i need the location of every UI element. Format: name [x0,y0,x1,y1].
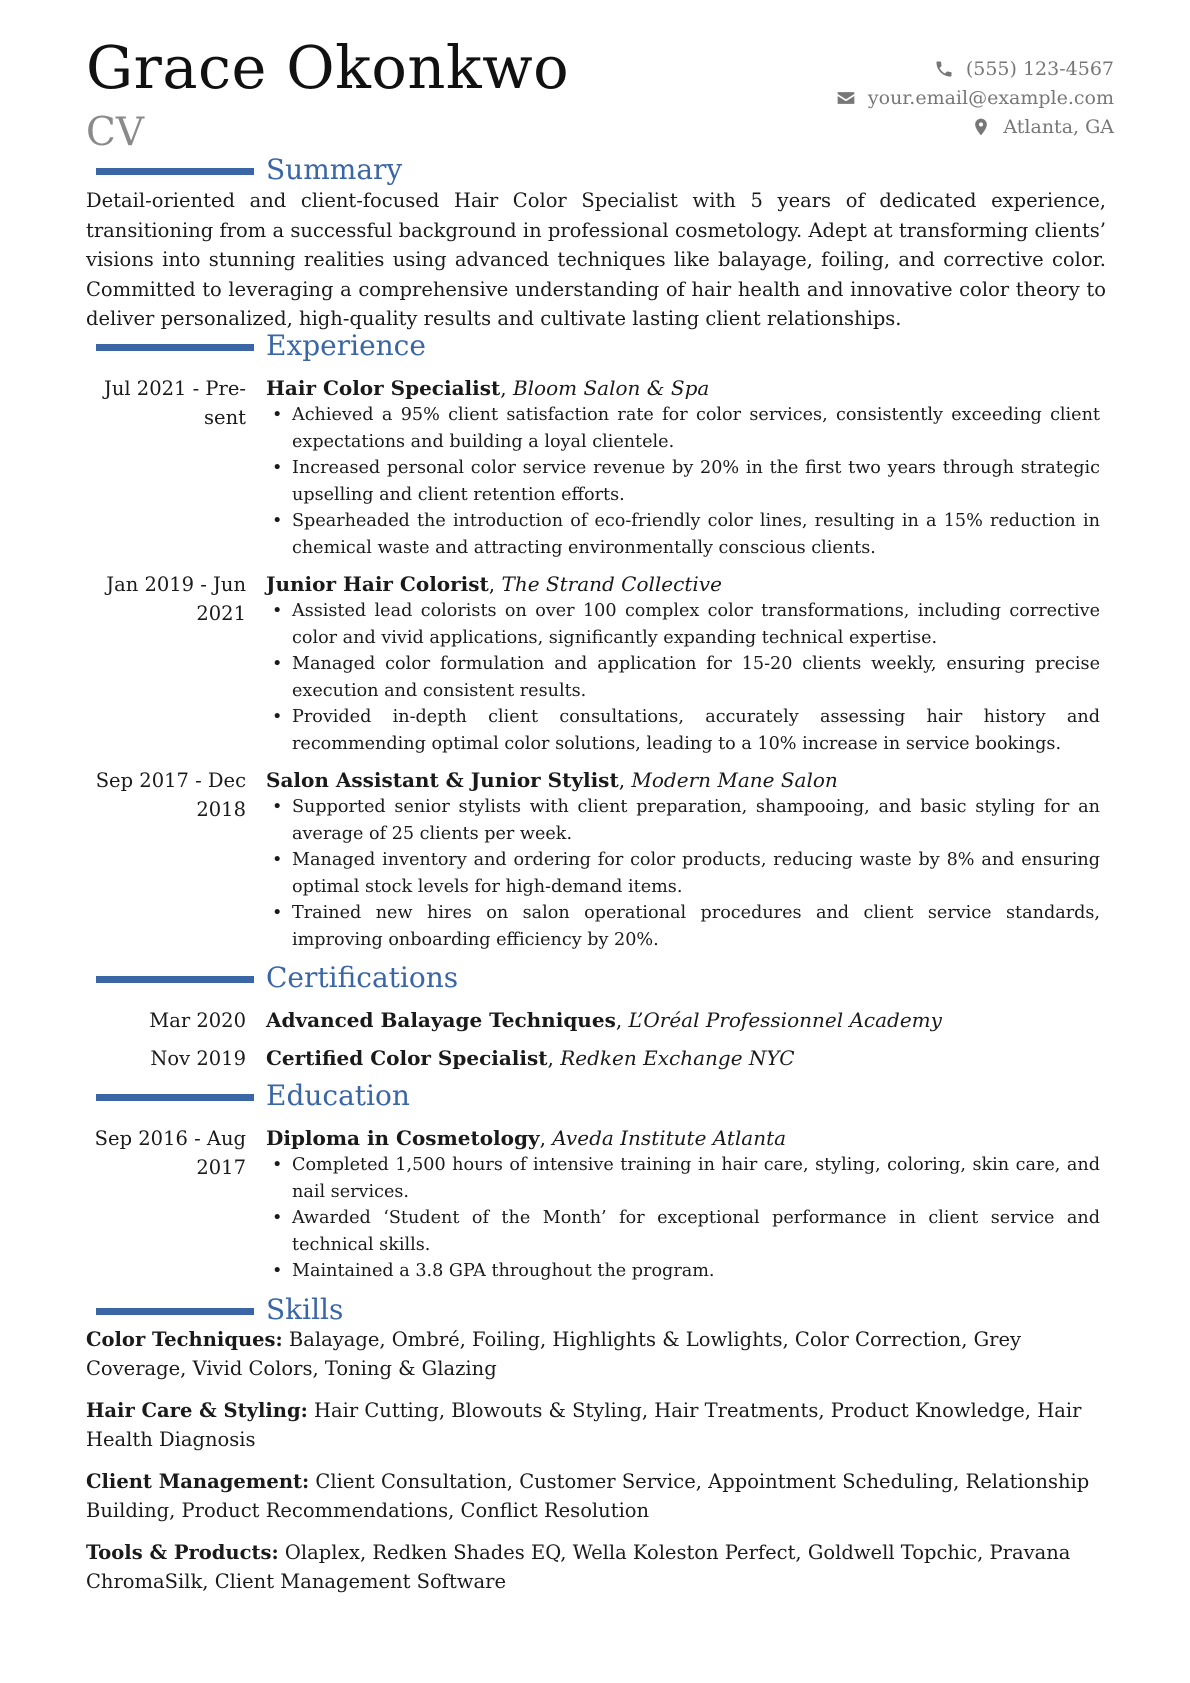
header [0,0,1190,160]
entry-title: Junior Hair Colorist, The Strand Collective [266,572,722,596]
skill-group [86,1326,1106,1383]
entry-date-line: 2021 [196,602,246,625]
certification-name: Certified Color Specialist [266,1046,548,1070]
entry-bullets [270,598,1100,757]
skill-group-label: Client Management: [86,1470,310,1493]
section-rule [96,344,254,351]
skill-group [86,1468,1106,1525]
section-title-education: Education [266,1079,410,1112]
section-rule [96,976,254,983]
bullet-item: • Assisted lead colorists on over 100 complex color transformations, including corrective color and vivid applications, significantly expanding technical expertise. [270,598,1100,651]
section-title-certifications: Certifications [266,961,459,994]
entry-title: Certified Color Specialist, Redken Exchange NYC [266,1046,795,1070]
section-rule [96,1308,254,1315]
contact-location [836,112,1114,141]
skill-group-text: Olaplex, Redken Shades EQ, Wella Koleston Perfect, Goldwell Topchic, Pravana ChromaSilk, Client Management Software [86,1541,1071,1593]
experience-section-header [0,328,1190,368]
bullet-item: • Managed inventory and ordering for color products, reducing waste by 8% and ensuring optimal stock levels for high-demand items. [270,847,1100,900]
entry-date: Mar 2020 [149,1009,246,1032]
entry-org: Modern Mane Salon [631,768,838,792]
education-org: Aveda Institute Atlanta [552,1126,787,1150]
skill-group-text: Balayage, Ombré, Foiling, Highlights & Lowlights, Color Correction, Grey Coverage, Vivid Colors, Toning & Glazing [86,1328,1022,1380]
bullet-item: • Spearheaded the introduction of eco-friendly color lines, resulting in a 15% reduction in chemical waste and attracting environmentally conscious clients. [270,508,1100,561]
entry-org: Bloom Salon & Spa [512,376,710,400]
skill-group-label: Tools & Products: [86,1541,279,1564]
candidate-name: Grace Okonkwo [86,33,570,102]
location-text: Atlanta, GA [1003,115,1114,138]
entry-date-line: Jan 2019 - Jun [106,573,246,596]
entry-title: Salon Assistant & Junior Stylist, Modern Mane Salon [266,768,838,792]
section-rule [96,1094,254,1101]
contact-email [836,83,1114,112]
certification-org: Redken Exchange NYC [560,1046,795,1070]
entry-org: The Strand Collective [501,572,722,596]
entry-date-line: sent [204,406,246,429]
section-title-experience: Experience [266,329,426,362]
certifications-section-header [0,960,1190,1000]
email-text[interactable]: your.email@example.com [867,86,1114,109]
phone-text[interactable]: (555) 123-4567 [965,57,1114,80]
entry-bullets [270,1152,1100,1285]
bullet-item: • Provided in-depth client consultations, accurately assessing hair history and recommending optimal color solutions, leading to a 10% increase in service bookings. [270,704,1100,757]
skill-group-text: Hair Cutting, Blowouts & Styling, Hair Treatments, Product Knowledge, Hair Health Diagnosis [86,1399,1082,1451]
map-marker-icon [971,117,991,137]
education-section-header [0,1078,1190,1118]
entry-date [86,570,246,628]
bullet-item: • Managed color formulation and application for 15-20 clients weekly, ensuring precise execution and consistent results. [270,651,1100,704]
entry-bullets [270,402,1100,561]
skill-group [86,1397,1106,1454]
summary-text: Detail-oriented and client-focused Hair Color Specialist with 5 years of dedicated experience, transitioning from a successful background in professional cosmetology. Adept at transforming clients’ visions into stunning realities using advanced techniques like balayage, foiling, and corrective color. Committed to leveraging a comprehensive understanding of hair health and innovative color theory to deliver personalized, high-quality results and cultivate lasting client relationships. [86,189,1106,331]
entry-role: Salon Assistant & Junior Stylist [266,768,619,792]
envelope-icon [836,88,856,108]
education-degree: Diploma in Cosmetology [266,1126,540,1150]
entry-date [86,766,246,824]
entry-date-line: Jul 2021 - Pre- [104,377,246,400]
section-rule [96,168,254,175]
certification-org: L’Oréal Professionnel Academy [628,1008,942,1032]
certification-name: Advanced Balayage Techniques [266,1008,616,1032]
contact-block [836,54,1114,141]
skill-group-text: Client Consultation, Customer Service, Appointment Scheduling, Relationship Building, Product Recommendations, Conflict Resolution [86,1470,1090,1522]
skill-group [86,1539,1106,1596]
document-subtitle: CV [86,110,145,155]
entry-date-line: 2018 [196,798,246,821]
skill-group-label: Color Techniques: [86,1328,283,1351]
entry-date-line: Sep 2016 - Aug [94,1127,246,1150]
section-title-skills: Skills [266,1293,344,1326]
bullet-item: • Awarded ‘Student of the Month’ for exceptional performance in client service and technical skills. [270,1205,1100,1258]
entry-date [86,374,246,432]
entry-title: Hair Color Specialist, Bloom Salon & Spa [266,376,710,400]
bullet-item: • Maintained a 3.8 GPA throughout the program. [270,1258,1100,1285]
entry-role: Junior Hair Colorist [266,572,489,596]
entry-role: Hair Color Specialist [266,376,501,400]
bullet-item: • Supported senior stylists with client preparation, shampooing, and basic styling for an average of 25 clients per week. [270,794,1100,847]
entry-date-line: 2017 [196,1156,246,1179]
bullet-item: • Trained new hires on salon operational procedures and client service standards, improving onboarding efficiency by 20%. [270,900,1100,953]
bullet-item: • Completed 1,500 hours of intensive training in hair care, styling, coloring, skin care, and nail services. [270,1152,1100,1205]
entry-date: Nov 2019 [150,1047,246,1070]
entry-title: Advanced Balayage Techniques, L’Oréal Professionnel Academy [266,1008,942,1032]
skill-group-label: Hair Care & Styling: [86,1399,308,1422]
entry-title: Diploma in Cosmetology, Aveda Institute Atlanta [266,1126,787,1150]
phone-icon [934,59,954,79]
entry-bullets [270,794,1100,953]
contact-phone [836,54,1114,83]
bullet-item: • Increased personal color service revenue by 20% in the first two years through strategic upselling and client retention efforts. [270,455,1100,508]
entry-date-line: Sep 2017 - Dec [95,769,246,792]
entry-date [86,1124,246,1182]
bullet-item: • Achieved a 95% client satisfaction rate for color services, consistently exceeding client expectations and building a loyal clientele. [270,402,1100,455]
section-title-summary: Summary [266,153,403,186]
